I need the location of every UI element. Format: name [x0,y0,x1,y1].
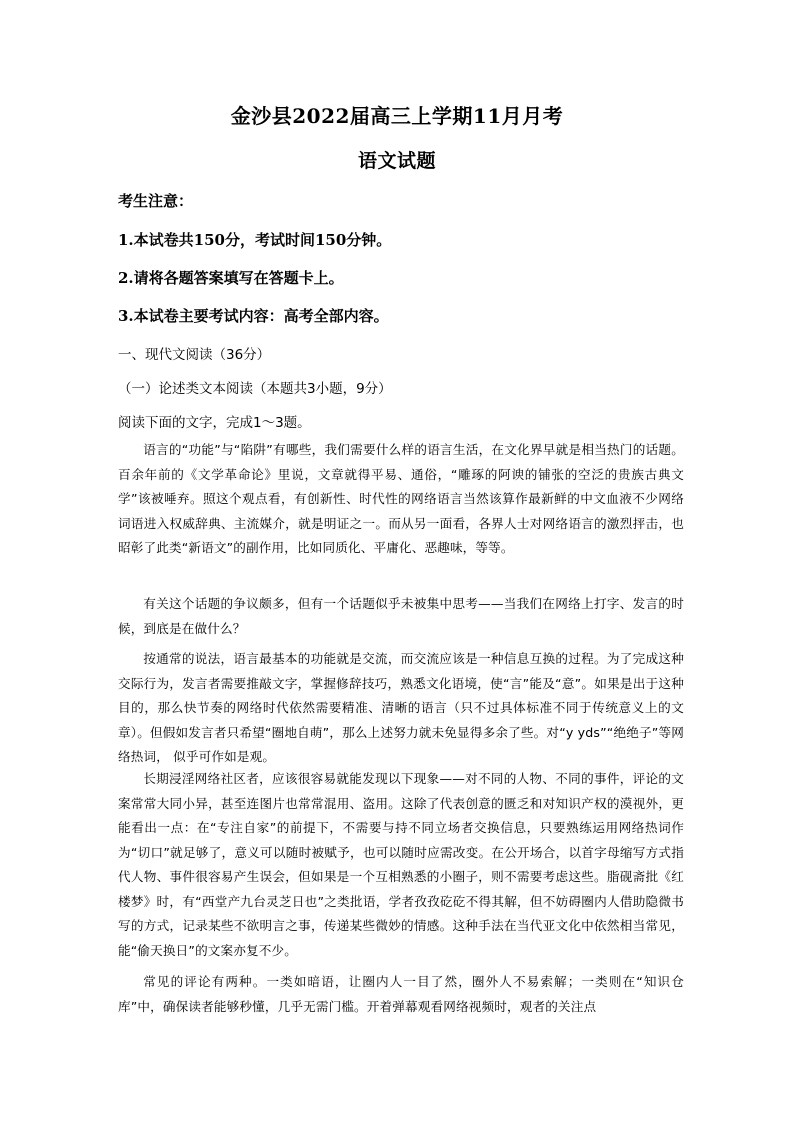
subsection-title: （一）论述类文本阅读（本题共3小题，9分） [118,381,392,397]
subject-title: 语文试题 [357,150,436,172]
notice-heading: 考生注意： [118,192,194,210]
article-paragraph: 有关这个话题的争议颇多，但有一个话题似乎未被集中思考——当我们在网络上打字、发言的时候，到底是在做什么？ [118,596,684,636]
article-paragraph: 长期浸淫网络社区者，应该很容易就能发现以下现象——对不同的人物、不同的事件，评论的文案常常大同小异，甚至连图片也常常混用、盗用。这除了代表创意的匮乏和对知识产权的漠视外，更能看出一点：在“专注自家”的前提下，不需要与持不同立场者交换信息，只要熟练运用网络热词作为“切口”就足够了，意义可以随时被赋予，也可以随时应需改变。在公开场合，以首字母缩写方式指代人物、事件很容易产生误会，但如果是一个互相熟悉的小圈子，则不需要考虑这些。脂砚斋批《红楼梦》时，有“西堂产九台灵芝日也”之类批语，学者孜孜矻矻不得其解，但不妨碍圈内人借助隐微书写的方式，记录某些不欲明言之事，传递某些微妙的情感。这种手法在当代亚文化中依然相当常见，能“偷天换日”的文案亦复不少。 [118,771,684,958]
notice-item-1: 1.本试卷共150分，考试时间150分钟。 [118,231,392,249]
exam-title: 金沙县2022届高三上学期11月月考 [230,104,564,128]
notice-item-3: 3.本试卷主要考试内容：高考全部内容。 [118,307,389,325]
article-paragraph: 常见的评论有两种。一类如暗语，让圈内人一目了然，圈外人不易索解；一类则在“知识仓库”中，确保读者能够秒懂，几乎无需门槛。开着弹幕观看网络视频时，观者的关注点 [118,974,684,1014]
notice-item-2: 2.请将各题答案填写在答题卡上。 [118,269,344,287]
section-title: 一、现代文阅读（36分） [118,347,271,363]
article-paragraph: 按通常的说法，语言最基本的功能就是交流，而交流应该是一种信息互换的过程。为了完成这种交际行为，发言者需要推敲文字，掌握修辞技巧，熟悉文化语境，使“言”能及“意”。如果是出于这种目的，那么快节奏的网络时代依然需要精准、清晰的语言（只不过具体标准不同于传统意义上的文章）。但假如发言者只希望“圈地自萌”，那么上述努力就未免显得多余了些。对“y yds”“绝绝子”等网络热词， 似乎可作如是观。 [118,651,684,764]
article-paragraph: 语言的“功能”与“陷阱”有哪些，我们需要什么样的语言生活，在文化界早就是相当热门的话题。百余年前的《文学革命论》里说，文章就得平易、通俗，“雕琢的阿谀的铺张的空泛的贵族古典文学”该被唾弃。照这个观点看，有创新性、时代性的网络语言当然该算作最新鲜的中文血液不少网络词语进入权威辞典、主流媒介，就是明证之一。而从另一面看，各界人士对网络语言的激烈抨击，也昭彰了此类“新语文”的副作用，比如同质化、平庸化、恶趣味，等等。 [118,442,684,555]
reading-instruction: 阅读下面的文字，完成1～3题。 [118,415,311,431]
